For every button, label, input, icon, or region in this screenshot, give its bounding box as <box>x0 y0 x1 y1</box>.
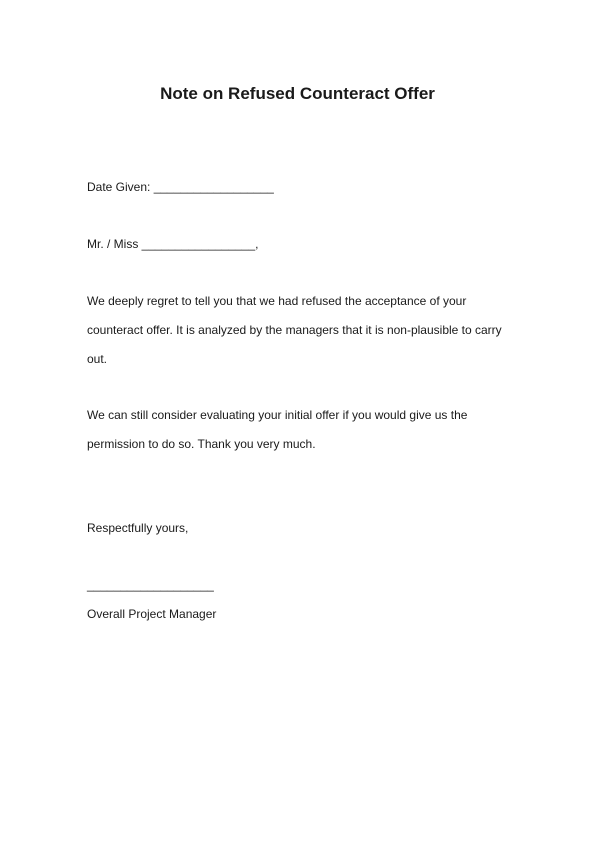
paragraph-1-line-1: We deeply regret to tell you that we had refused the acceptance of your <box>87 294 467 308</box>
paragraph-1-line-2: counteract offer. It is analyzed by the managers that it is non-plausible to carry <box>87 323 502 337</box>
document-title: Note on Refused Counteract Offer <box>160 84 435 103</box>
signer-title: Overall Project Manager <box>87 607 217 621</box>
salutation-line: Mr. / Miss _________________, <box>87 237 259 251</box>
signature-line: ___________________ <box>87 578 214 592</box>
paragraph-1-line-3: out. <box>87 352 108 366</box>
paragraph-2-line-1: We can still consider evaluating your initial offer if you would give us the <box>87 408 468 422</box>
paragraph-2-line-2: permission to do so. Thank you very much. <box>87 437 316 451</box>
closing-line: Respectfully yours, <box>87 521 189 535</box>
date-given-line: Date Given: __________________ <box>87 180 274 194</box>
